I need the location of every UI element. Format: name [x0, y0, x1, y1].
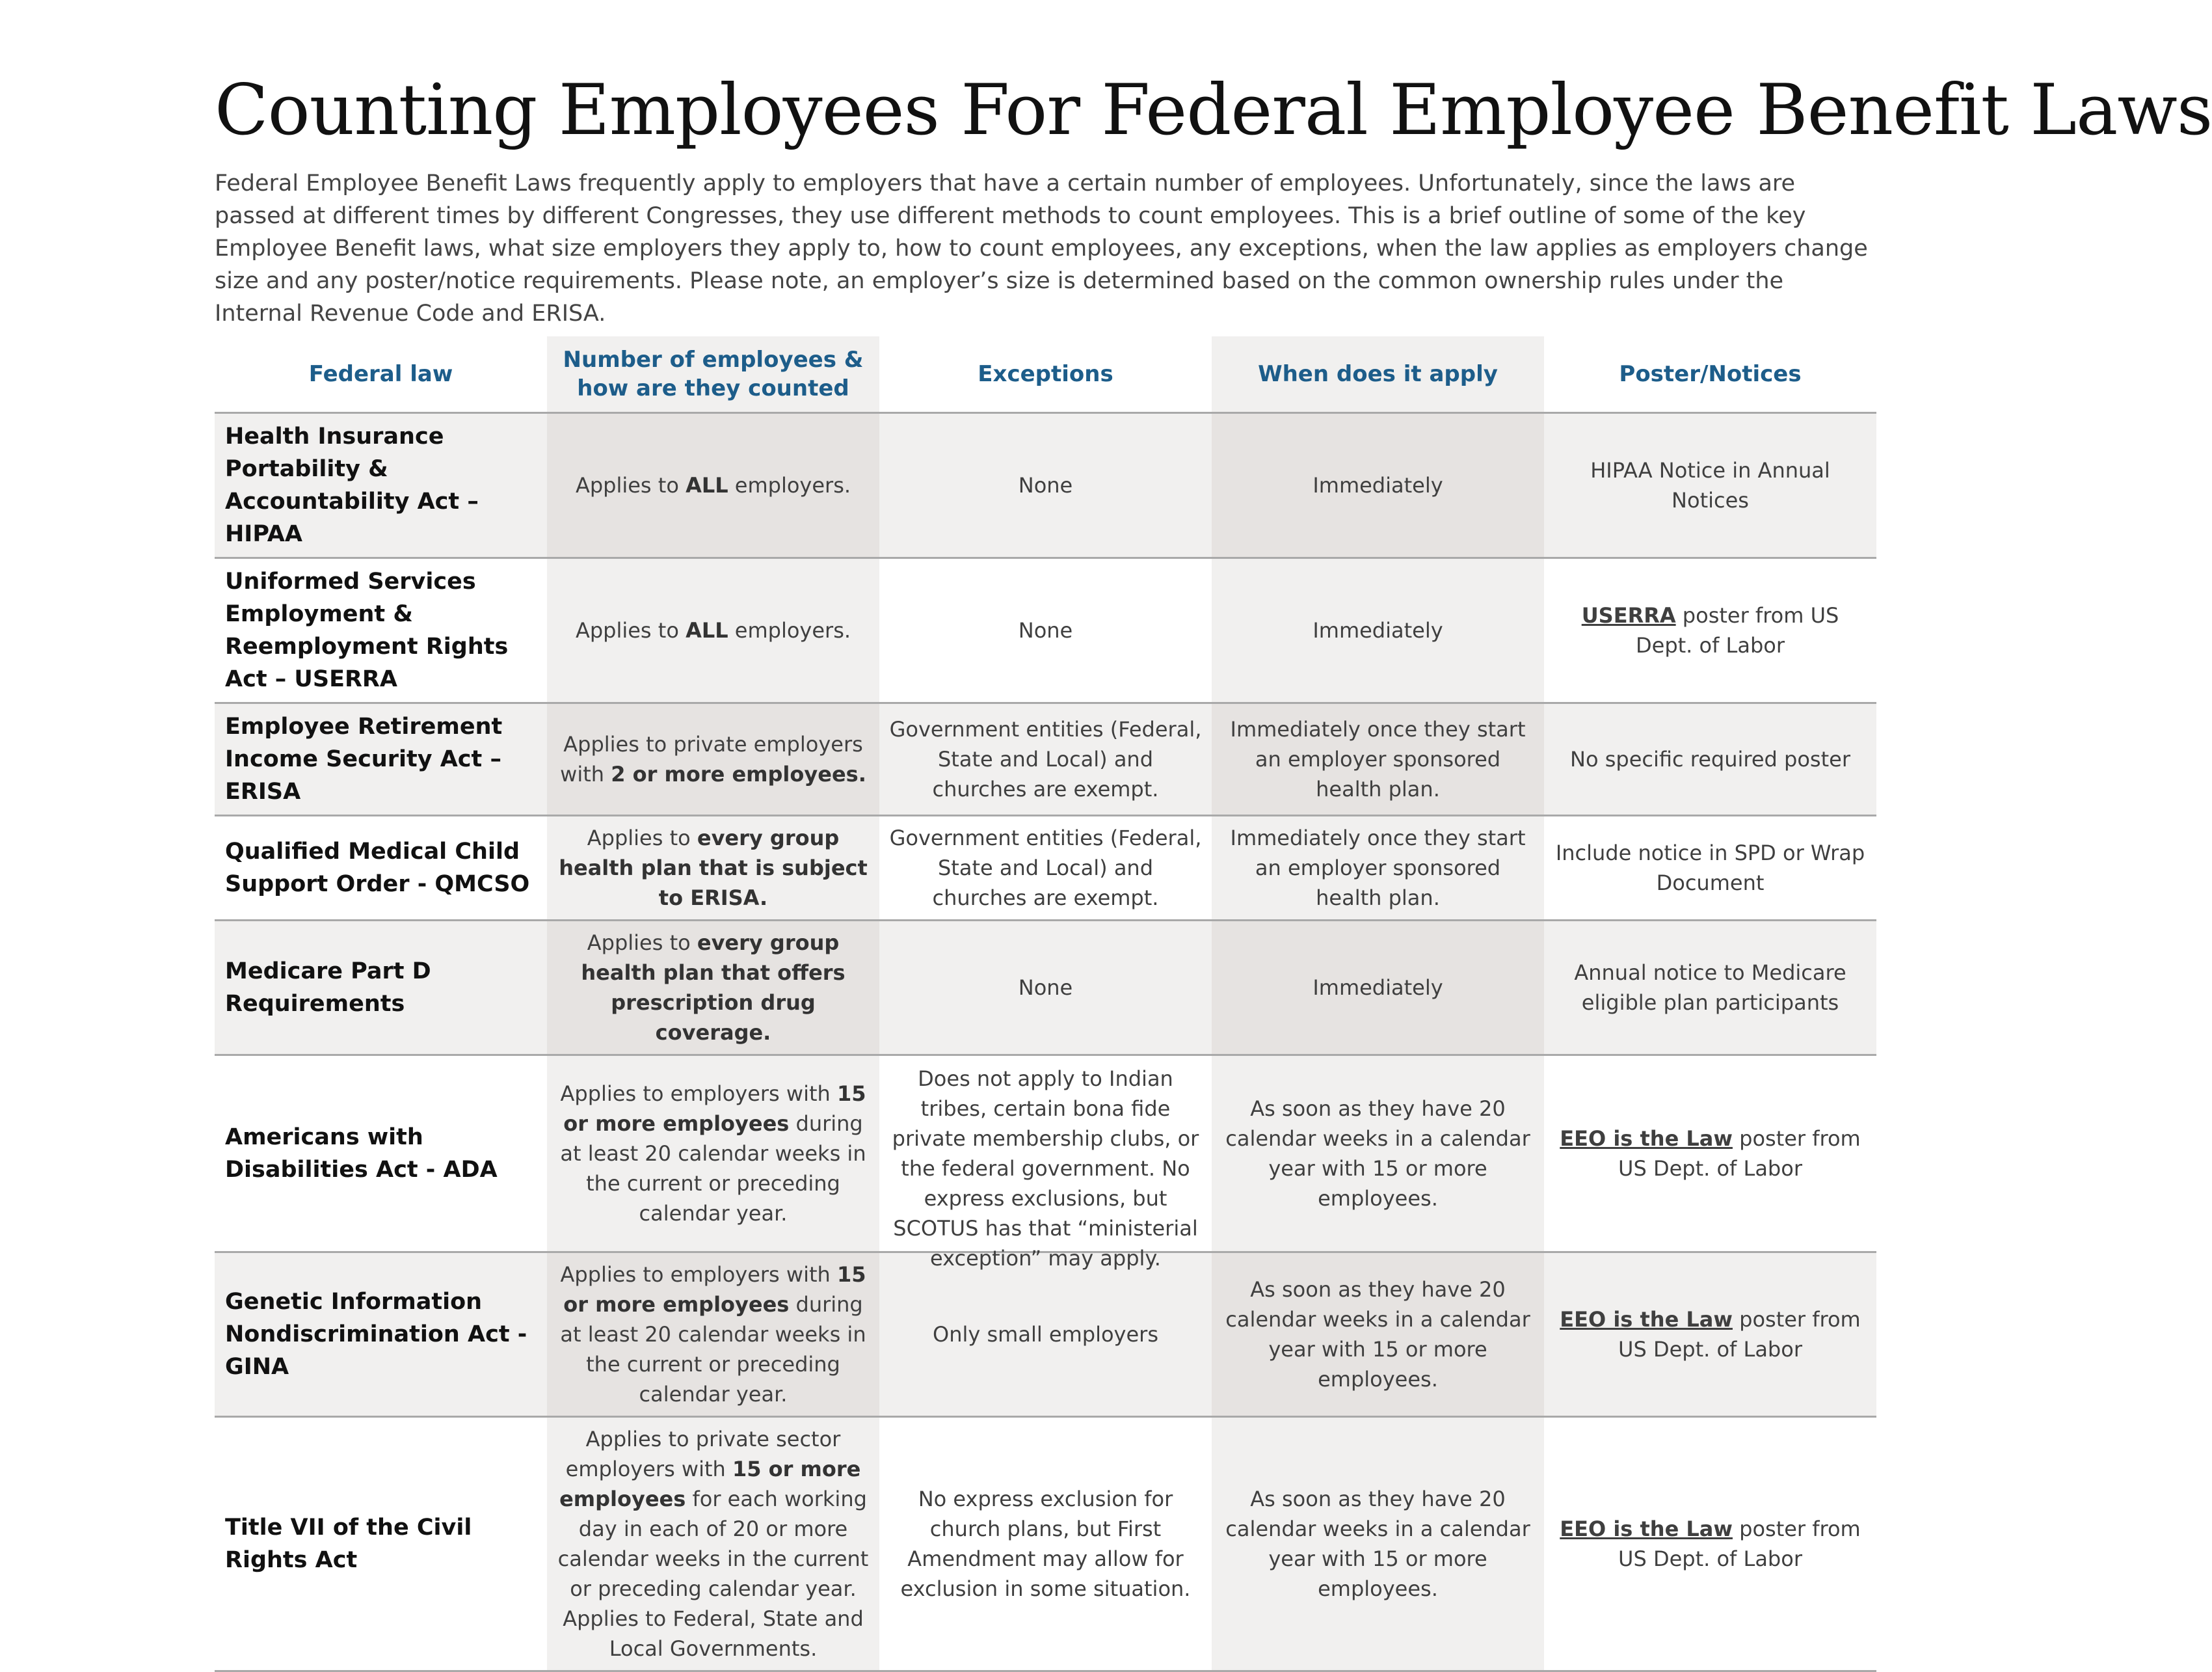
exceptions-cell: No express exclusion for church plans, but First Amendment may allow for exclusion in some situation.	[879, 1417, 1212, 1671]
exceptions-cell: None	[879, 558, 1212, 703]
poster-cell: HIPAA Notice in Annual Notices	[1544, 413, 1876, 558]
law-name: Genetic Information Nondiscrimination Act - GINA	[215, 1252, 547, 1417]
table-row	[215, 1252, 1876, 1417]
poster-cell: No specific required poster	[1544, 703, 1876, 816]
law-name: Medicare Part D Requirements	[215, 921, 547, 1055]
law-name: Qualified Medical Child Support Order - QMCSO	[215, 816, 547, 921]
when-applies-cell: Immediately	[1212, 558, 1544, 703]
eeo-poster-link[interactable]: EEO is the Law	[1560, 1126, 1733, 1151]
exceptions-cell: None	[879, 413, 1212, 558]
when-applies-cell: Immediately once they start an employer sponsored health plan.	[1212, 816, 1544, 921]
employee-count-cell: Applies to employers with 15 or more employees during at least 20 calendar weeks in the current or preceding calendar year.	[547, 1252, 879, 1417]
employee-count-cell: Applies to employers with 15 or more employees during at least 20 calendar weeks in the current or preceding calendar year.	[547, 1055, 879, 1252]
table-row	[215, 703, 1876, 816]
table-row	[215, 413, 1876, 558]
employee-count-cell: Applies to ALL employers.	[547, 558, 879, 703]
when-applies-cell: Immediately	[1212, 413, 1544, 558]
exceptions-cell: Does not apply to Indian tribes, certain bona fide private membership clubs, or the federal government. No express exclusions, but SCOTUS has that “ministerial exception” may apply.	[879, 1055, 1212, 1252]
employee-count-cell: Applies to private sector employers with 15 or more employees for each working day in each of 20 or more calendar weeks in the current or preceding calendar year. Applies to Federal, State and Local Governments.	[547, 1417, 879, 1671]
document-page	[215, 62, 2212, 1672]
header-employee-count: Number of employees & how are they counted	[547, 336, 879, 413]
table-row	[215, 816, 1876, 921]
benefit-laws-table	[215, 336, 1876, 1672]
userra-poster-link[interactable]: USERRA	[1581, 603, 1676, 628]
employee-count-cell: Applies to private employers with 2 or more employees.	[547, 703, 879, 816]
law-name: Health Insurance Portability & Accountability Act – HIPAA	[215, 413, 547, 558]
poster-cell: EEO is the Law poster from US Dept. of Labor	[1544, 1417, 1876, 1671]
employee-count-cell: Applies to ALL employers.	[547, 413, 879, 558]
poster-cell: Include notice in SPD or Wrap Document	[1544, 816, 1876, 921]
header-exceptions: Exceptions	[879, 336, 1212, 413]
header-when-applies: When does it apply	[1212, 336, 1544, 413]
header-poster-notices: Poster/Notices	[1544, 336, 1876, 413]
when-applies-cell: Immediately once they start an employer sponsored health plan.	[1212, 703, 1544, 816]
when-applies-cell: As soon as they have 20 calendar weeks in a calendar year with 15 or more employees.	[1212, 1252, 1544, 1417]
poster-cell: EEO is the Law poster from US Dept. of Labor	[1544, 1055, 1876, 1252]
exceptions-cell: None	[879, 921, 1212, 1055]
employee-count-cell: Applies to every group health plan that offers prescription drug coverage.	[547, 921, 879, 1055]
table-row	[215, 921, 1876, 1055]
table-row	[215, 558, 1876, 703]
table-header-row	[215, 336, 1876, 413]
eeo-poster-link[interactable]: EEO is the Law	[1560, 1307, 1733, 1332]
law-name: Title VII of the Civil Rights Act	[215, 1417, 547, 1671]
poster-cell: Annual notice to Medicare eligible plan participants	[1544, 921, 1876, 1055]
when-applies-cell: Immediately	[1212, 921, 1544, 1055]
law-name: Americans with Disabilities Act - ADA	[215, 1055, 547, 1252]
table-row	[215, 1055, 1876, 1252]
law-name: Uniformed Services Employment & Reemployment Rights Act – USERRA	[215, 558, 547, 703]
intro-paragraph: Federal Employee Benefit Laws frequently apply to employers that have a certain number of employees. Unfortunately, since the laws are passed at different times by different Congresses, they use different methods to count employees. This is a brief outline of some of the key Employee Benefit laws, what size employers they apply to, how to count employees, any exceptions, when the law applies as employers change size and any poster/notice requirements. Please note, an employer’s size is determined based on the common ownership rules under the Internal Revenue Code and ERISA.	[215, 170, 1868, 327]
law-name: Employee Retirement Income Security Act – ERISA	[215, 703, 547, 816]
when-applies-cell: As soon as they have 20 calendar weeks in a calendar year with 15 or more employees.	[1212, 1055, 1544, 1252]
exceptions-cell: Government entities (Federal, State and Local) and churches are exempt.	[879, 816, 1212, 921]
exceptions-cell: Government entities (Federal, State and Local) and churches are exempt.	[879, 703, 1212, 816]
when-applies-cell: As soon as they have 20 calendar weeks in a calendar year with 15 or more employees.	[1212, 1417, 1544, 1671]
eeo-poster-link[interactable]: EEO is the Law	[1560, 1517, 1733, 1541]
employee-count-cell: Applies to every group health plan that is subject to ERISA.	[547, 816, 879, 921]
header-federal-law: Federal law	[215, 336, 547, 413]
poster-cell: EEO is the Law poster from US Dept. of Labor	[1544, 1252, 1876, 1417]
exceptions-cell: Only small employers	[879, 1252, 1212, 1417]
table-row	[215, 1417, 1876, 1671]
page-title: Counting Employees For Federal Employee Benefit Laws	[215, 70, 2212, 151]
poster-cell: USERRA poster from US Dept. of Labor	[1544, 558, 1876, 703]
